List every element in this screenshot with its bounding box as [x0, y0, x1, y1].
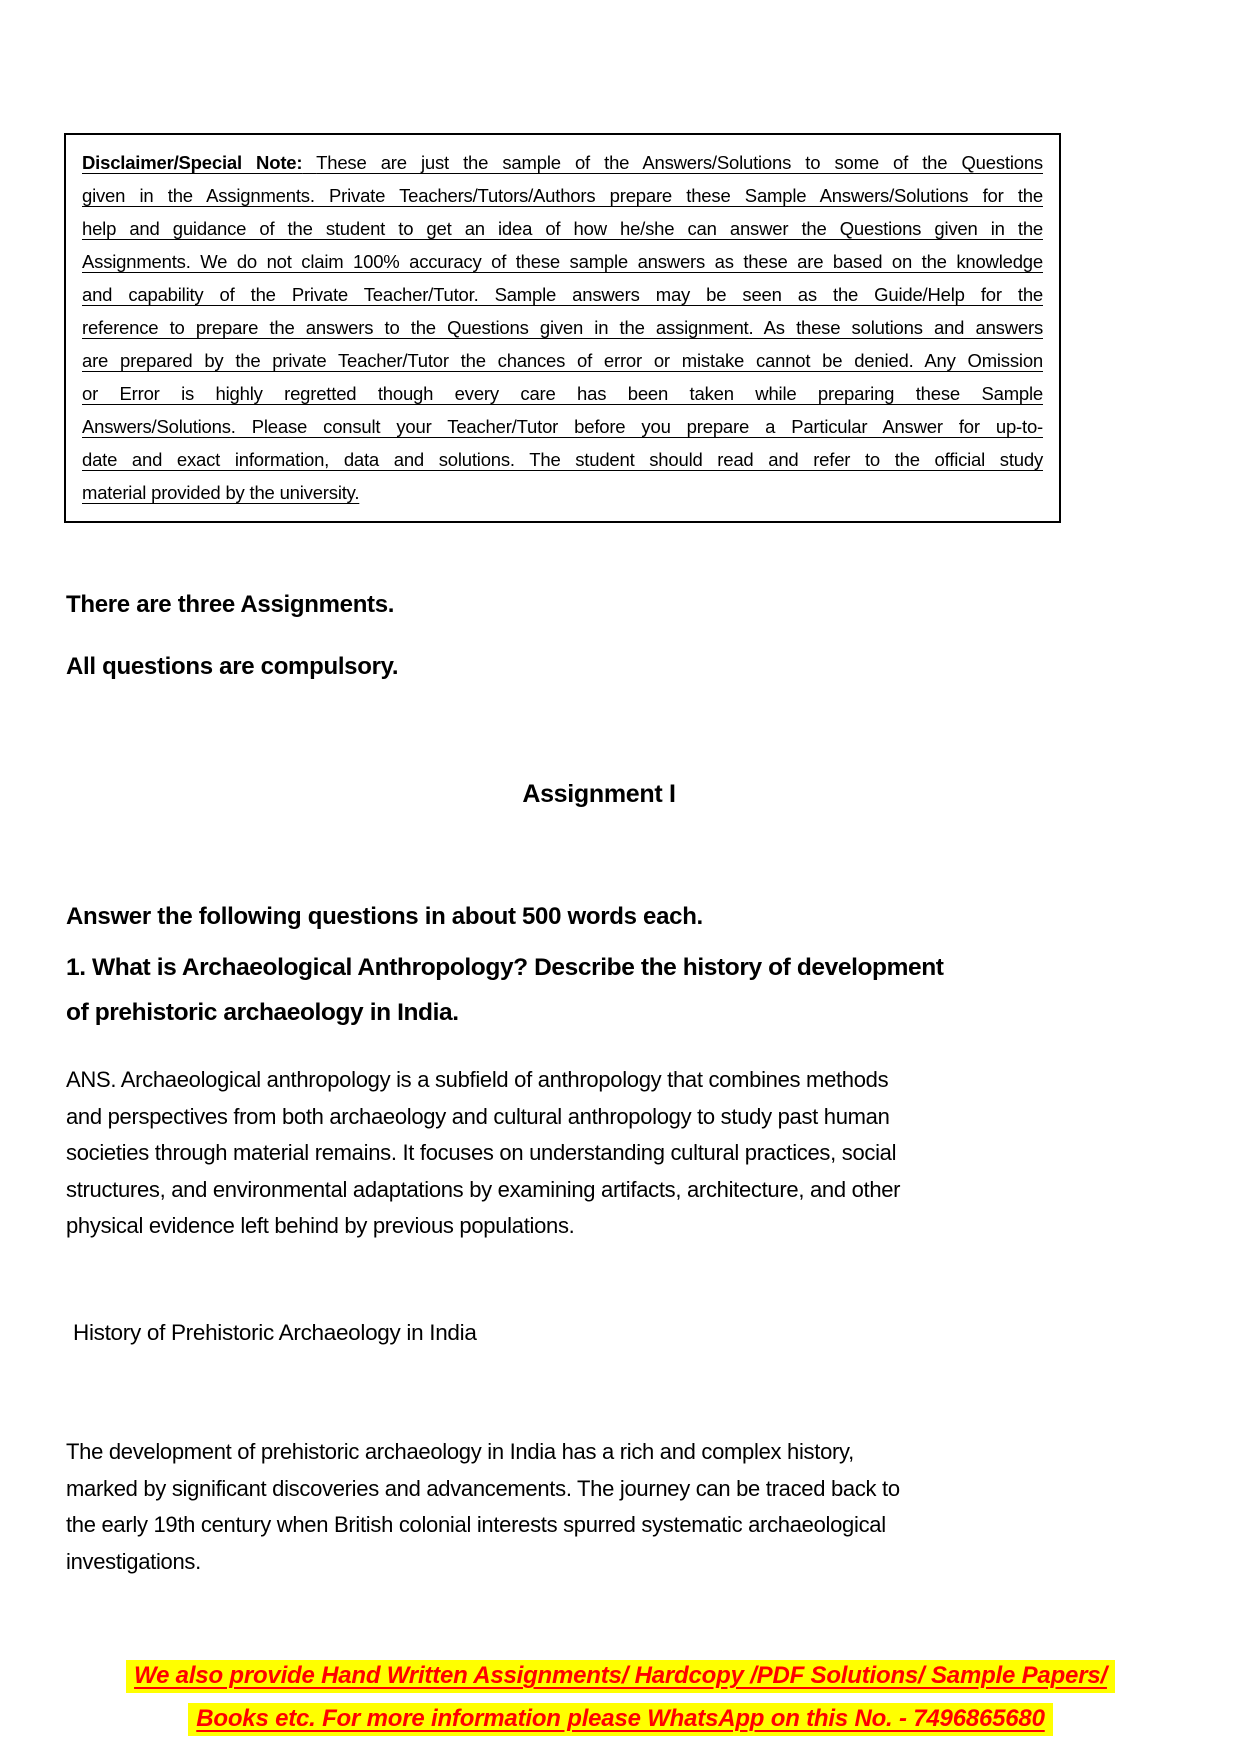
- disclaimer-line: Assignments. We do not claim 100% accuracy of these sample answers as these are based on the knowledge: [82, 251, 1043, 272]
- disclaimer-line-text: These are just the sample of the Answers/Solutions to some of the Questions: [316, 152, 1043, 173]
- question-line: 1. What is Archaeological Anthropology? Describe the history of development: [66, 954, 944, 981]
- answer-line: and perspectives from both archaeology and cultural anthropology to study past human: [66, 1103, 890, 1129]
- history-line: investigations.: [66, 1548, 201, 1574]
- answer-line: physical evidence left behind by previous populations.: [66, 1213, 575, 1239]
- assignment-title: Assignment I: [522, 780, 676, 808]
- disclaimer-line: reference to prepare the answers to the Questions given in the assignment. As these solutions and answers: [82, 317, 1043, 338]
- answer-line: ANS. Archaeological anthropology is a subfield of anthropology that combines methods: [66, 1067, 889, 1092]
- promo-line-1: [0, 1656, 1241, 1699]
- question-1: [66, 945, 1071, 1035]
- disclaimer-line: [82, 146, 1043, 179]
- history-subheading: History of Prehistoric Archaeology in India: [73, 1320, 477, 1345]
- compulsory-statement: All questions are compulsory.: [66, 653, 399, 680]
- promo-footer: [0, 1656, 1241, 1742]
- history-line: The development of prehistoric archaeology in India has a rich and complex history,: [66, 1439, 854, 1464]
- disclaimer-line: help and guidance of the student to get an idea of how he/she can answer the Questions given in the: [82, 218, 1043, 239]
- question-line: of prehistoric archaeology in India.: [66, 999, 459, 1026]
- history-line: the early 19th century when British colonial interests spurred systematic archaeological: [66, 1512, 886, 1538]
- disclaimer-line: and capability of the Private Teacher/Tutor. Sample answers may be seen as the Guide/Help for the: [82, 284, 1043, 305]
- promo-line-2: [0, 1699, 1241, 1742]
- disclaimer-line: given in the Assignments. Private Teachers/Tutors/Authors prepare these Sample Answers/Solutions for the: [82, 185, 1043, 206]
- answer-line: societies through material remains. It focuses on understanding cultural practices, social: [66, 1140, 897, 1166]
- answer-line: structures, and environmental adaptations by examining artifacts, architecture, and other: [66, 1176, 901, 1202]
- promo-highlight: Books etc. For more information please WhatsApp on this No. - 7496865680: [188, 1703, 1052, 1736]
- history-line: marked by significant discoveries and advancements. The journey can be traced back to: [66, 1475, 900, 1501]
- disclaimer-line: or Error is highly regretted though every care has been taken while preparing these Sample: [82, 383, 1043, 404]
- disclaimer-line: Answers/Solutions. Please consult your Teacher/Tutor before you prepare a Particular Answer for up-to-: [82, 416, 1043, 437]
- disclaimer-line: date and exact information, data and solutions. The student should read and refer to the official study: [82, 449, 1043, 470]
- disclaimer-line: material provided by the university.: [82, 482, 360, 503]
- disclaimer-note-box: [64, 133, 1061, 523]
- disclaimer-line: are prepared by the private Teacher/Tutor the chances of error or mistake cannot be denied. Any Omission: [82, 350, 1043, 371]
- promo-highlight: We also provide Hand Written Assignments/ Hardcopy /PDF Solutions/ Sample Papers/: [126, 1660, 1115, 1693]
- answer-instruction: Answer the following questions in about 500 words each.: [66, 903, 703, 930]
- answer-paragraph: [66, 1062, 1066, 1245]
- assignments-count-statement: There are three Assignments.: [66, 591, 395, 618]
- history-paragraph: [66, 1434, 1066, 1580]
- disclaimer-lead-label: Disclaimer/Special Note:: [82, 152, 303, 173]
